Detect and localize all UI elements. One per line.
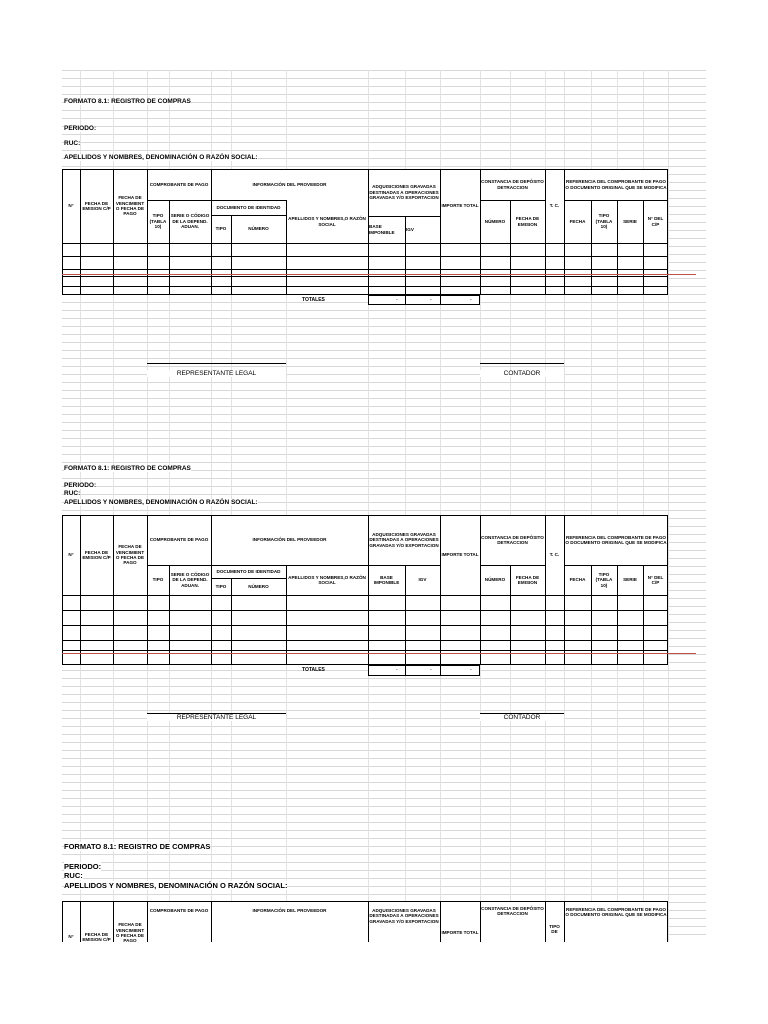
header-doc-tipo: TIPO (215, 583, 227, 589)
header-constancia-numero: NÚMERO (484, 577, 506, 583)
header-doc-numero: NÚMERO (248, 583, 269, 589)
header-constancia-numero: NÚMERO (484, 218, 506, 224)
periodo-label: PERIODO: (64, 125, 97, 132)
header-base-imponible: BASE IMPONIBLE (373, 574, 400, 585)
header-igv: IGV (406, 226, 414, 232)
form-title: FORMATO 8.1: REGISTRO DE COMPRAS (64, 98, 191, 105)
header-ref-fecha: FECHA (569, 218, 586, 224)
header-comprobante: COMPROBANTE DE PAGO (149, 537, 209, 543)
representante-legal-label: REPRESENTANTE LEGAL (147, 714, 286, 721)
register-section-3 (62, 838, 706, 942)
purchase-register-table (62, 901, 668, 942)
header-constancia: CONSTANCIA DE DEPÓSITO DETRACCION (481, 179, 544, 190)
header-fecha-vencimiento: FECHA DE VENCIMIENT O FECHA DE PAGO (115, 195, 145, 217)
header-info-proveedor: INFORMACIÓN DEL PROVEEDOR (252, 908, 327, 914)
header-comprobante: COMPROBANTE DE PAGO (149, 181, 209, 187)
total-igv: - (430, 667, 432, 673)
razon-social-label: APELLIDOS Y NOMBRES, DENOMINACIÓN O RAZÓN SOCIAL: (64, 881, 288, 890)
header-tc: T. C. (549, 203, 560, 209)
razon-social-label: APELLIDOS Y NOMBRES, DENOMINACIÓN O RAZÓN SOCIAL: (64, 499, 258, 506)
totales-label: TOTALES (302, 667, 325, 673)
header-referencia: REFERENCIA DEL COMPROBANTE DE PAGO O DOCUMENTO ORIGINAL QUE SE MODIFICA (565, 179, 667, 190)
total-base-imponible: - (396, 667, 398, 673)
header-importe-total: IMPORTE TOTAL (441, 203, 479, 209)
header-referencia: REFERENCIA DEL COMPROBANTE DE PAGO O DOCUMENTO ORIGINAL QUE SE MODIFICA (565, 534, 667, 545)
header-fecha-emision: FECHA DE EMISION C/P (82, 200, 111, 211)
header-tc: T. C. (549, 552, 560, 558)
periodo-label: PERIODO: (64, 482, 97, 489)
total-base-imponible: - (396, 297, 398, 303)
header-importe-total: IMPORTE TOTAL (441, 930, 479, 936)
total-importe: - (470, 667, 472, 673)
totals-row (62, 665, 706, 676)
header-ref-tipo: TIPO (TABLA 10) (595, 571, 613, 588)
ruc-label: RUC: (64, 490, 81, 497)
header-fecha-emision: FECHA DE EMISION C/P (82, 549, 111, 560)
header-info-proveedor: INFORMACIÓN DEL PROVEEDOR (252, 181, 327, 187)
total-importe: - (470, 297, 472, 303)
periodo-label: PERIODO: (64, 862, 102, 871)
header-igv: IGV (418, 577, 427, 583)
header-tipo-tabla: TIPO (TABLA 10) (149, 213, 167, 230)
red-marker-line-2 (62, 653, 696, 654)
header-adquisiciones: ADQUISICIONES GRAVADAS DESTINADAS A OPERACIONES GRAVADAS Y/O EXPORTACION (369, 184, 439, 201)
header-constancia: CONSTANCIA DE DEPÓSITO DETRACCION (481, 905, 544, 916)
header-comprobante: COMPROBANTE DE PAGO (149, 908, 209, 914)
header-constancia-fecha: FECHA DE EMISION (515, 574, 540, 585)
header-ref-ndel: N° DEL C/P (647, 574, 664, 585)
red-marker-line-1 (62, 274, 696, 275)
header-serie-codigo: SERIE O CÓDIGO DE LA DEPEND. ADUAN. (170, 213, 210, 230)
header-fecha-emision: FECHA DE EMISION C/P (82, 931, 111, 942)
header-n: N° (68, 934, 74, 940)
header-apellidos-nombres: APELLIDOS Y NOMBRES,O RAZÓN SOCIAL (288, 574, 366, 585)
header-importe-total: IMPORTE TOTAL (441, 552, 479, 558)
ruc-label: RUC: (64, 871, 83, 880)
header-constancia: CONSTANCIA DE DEPÓSITO DETRACCION (481, 534, 544, 545)
totals-row (62, 295, 706, 305)
form-title: FORMATO 8.1: REGISTRO DE COMPRAS (64, 842, 211, 851)
header-n: N° (68, 203, 74, 209)
contador-label: CONTADOR (480, 370, 564, 377)
header-adquisiciones: ADQUISICIONES GRAVADAS DESTINADAS A OPERACIONES GRAVADAS Y/O EXPORTACION (369, 907, 439, 924)
header-constancia-fecha: FECHA DE EMISION (515, 216, 540, 227)
spreadsheet-page (62, 70, 706, 942)
register-section-2 (62, 462, 706, 762)
header-doc-identidad: DOCUMENTO DE IDENTIDAD (216, 568, 281, 574)
representante-legal-label: REPRESENTANTE LEGAL (147, 370, 286, 377)
header-info-proveedor: INFORMACIÓN DEL PROVEEDOR (252, 537, 327, 543)
header-serie-codigo: SERIE O CÓDIGO DE LA DEPEND. ADUAN. (170, 571, 210, 588)
header-n: N° (68, 552, 74, 558)
purchase-register-table (62, 515, 668, 665)
header-ref-tipo: TIPO (TABLA 10) (595, 213, 613, 230)
form-title: FORMATO 8.1: REGISTRO DE COMPRAS (64, 465, 191, 472)
header-doc-tipo: TIPO (215, 226, 227, 232)
register-section-1 (62, 70, 706, 390)
header-doc-identidad: DOCUMENTO DE IDENTIDAD (216, 204, 281, 210)
header-ref-fecha: FECHA (569, 577, 586, 583)
contador-label: CONTADOR (480, 714, 564, 721)
header-ref-serie: SERIE (623, 218, 637, 224)
header-doc-numero: NÚMERO (248, 226, 269, 232)
header-base-imponible: BASE IMPONIBLE (369, 224, 395, 235)
totales-label: TOTALES (302, 297, 325, 303)
header-ref-ndel: N° DEL C/P (647, 216, 664, 227)
header-fecha-vencimiento: FECHA DE VENCIMIENT O FECHA DE PAGO (115, 922, 145, 942)
header-adquisiciones: ADQUISICIONES GRAVADAS DESTINADAS A OPERACIONES GRAVADAS Y/O EXPORTACION (369, 531, 439, 548)
header-referencia: REFERENCIA DEL COMPROBANTE DE PAGO O DOCUMENTO ORIGINAL QUE SE MODIFICA (565, 906, 667, 917)
total-igv: - (430, 297, 432, 303)
razon-social-label: APELLIDOS Y NOMBRES, DENOMINACIÓN O RAZÓN SOCIAL: (64, 154, 258, 161)
header-fecha-vencimiento: FECHA DE VENCIMIENT O FECHA DE PAGO (115, 544, 145, 566)
header-tipo: TIPO (152, 577, 164, 583)
header-apellidos-nombres: APELLIDOS Y NOMBRES,O RAZÓN SOCIAL (288, 216, 366, 227)
header-ref-serie: SERIE (623, 577, 637, 583)
purchase-register-table (62, 169, 668, 295)
ruc-label: RUC: (64, 140, 81, 147)
header-tipo-de: TIPO DE (549, 923, 560, 934)
